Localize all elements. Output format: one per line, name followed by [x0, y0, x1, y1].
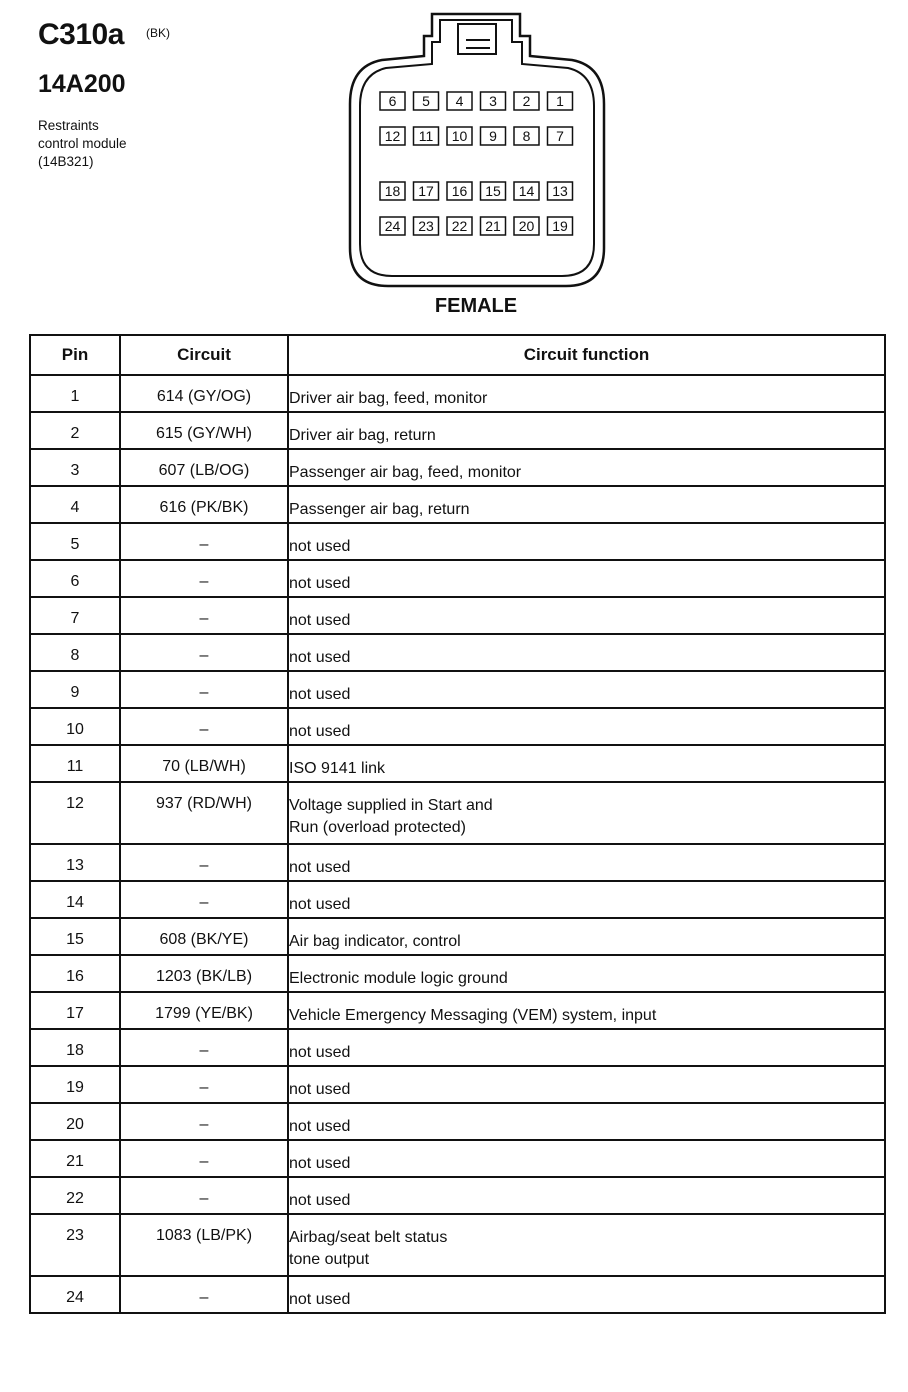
table-row	[30, 1103, 885, 1140]
circuit-id: –	[120, 881, 288, 918]
pin-number: 22	[30, 1177, 120, 1214]
circuit-id: 615 (GY/WH)	[120, 412, 288, 449]
module-description	[38, 117, 127, 171]
table-row	[30, 449, 885, 486]
circuit-id: 70 (LB/WH)	[120, 745, 288, 782]
circuit-id: 1799 (YE/BK)	[120, 992, 288, 1029]
circuit-id: –	[120, 1066, 288, 1103]
table-row	[30, 634, 885, 671]
circuit-function	[288, 918, 885, 955]
table-row	[30, 412, 885, 449]
circuit-function	[288, 1029, 885, 1066]
circuit-id: –	[120, 1029, 288, 1066]
table-row	[30, 992, 885, 1029]
function-line: Run (overload protected)	[289, 819, 466, 836]
connector-pin-cell	[414, 127, 439, 145]
connector-pin-cell	[514, 127, 539, 145]
description-line: (14B321)	[38, 154, 94, 169]
circuit-function	[288, 671, 885, 708]
circuit-function	[288, 412, 885, 449]
function-line: not used	[289, 896, 351, 913]
connector-pin-cell	[481, 182, 506, 200]
table-row	[30, 523, 885, 560]
pin-number: 2	[30, 412, 120, 449]
circuit-id: –	[120, 1103, 288, 1140]
part-number: 14A200	[38, 70, 126, 98]
pin-number: 21	[30, 1140, 120, 1177]
table-row	[30, 844, 885, 881]
connector-pin-label: 2	[522, 93, 531, 109]
table-row	[30, 671, 885, 708]
function-line: not used	[289, 1291, 351, 1308]
pin-number: 16	[30, 955, 120, 992]
connector-code: C310a	[38, 18, 124, 51]
pin-number: 18	[30, 1029, 120, 1066]
pin-number: 5	[30, 523, 120, 560]
pin-number: 15	[30, 918, 120, 955]
header-pin: Pin	[30, 335, 120, 375]
connector-pin-label: 15	[485, 183, 501, 199]
function-line: Driver air bag, feed, monitor	[289, 390, 488, 407]
circuit-function	[288, 881, 885, 918]
connector-pin-label: 14	[518, 183, 535, 199]
table-row	[30, 1276, 885, 1313]
function-line: not used	[289, 649, 351, 666]
function-line: not used	[289, 1155, 351, 1172]
circuit-id: 616 (PK/BK)	[120, 486, 288, 523]
connector-pin-cell	[414, 92, 439, 110]
function-line: not used	[289, 612, 351, 629]
circuit-id: –	[120, 671, 288, 708]
function-line: Passenger air bag, return	[289, 501, 470, 518]
circuit-id: –	[120, 523, 288, 560]
connector-pin-label: 6	[388, 93, 397, 109]
function-line: not used	[289, 538, 351, 555]
circuit-function	[288, 844, 885, 881]
circuit-id: –	[120, 560, 288, 597]
table-row	[30, 1140, 885, 1177]
table-row	[30, 1177, 885, 1214]
table-row	[30, 375, 885, 412]
circuit-function	[288, 560, 885, 597]
function-line: not used	[289, 1118, 351, 1135]
circuit-function	[288, 745, 885, 782]
function-line: Airbag/seat belt status	[289, 1229, 448, 1246]
connector-pin-cell	[380, 127, 405, 145]
connector-pin-cell	[481, 127, 506, 145]
pin-number: 10	[30, 708, 120, 745]
circuit-function	[288, 782, 885, 844]
function-line: not used	[289, 1081, 351, 1098]
connector-pin-cell	[548, 92, 573, 110]
connector-pin-label: 18	[384, 183, 401, 199]
connector-outline	[348, 12, 606, 288]
table-row	[30, 955, 885, 992]
connector-pin-label: 16	[451, 183, 468, 199]
connector-pin-cell	[481, 217, 506, 235]
circuit-function	[288, 634, 885, 671]
connector-gender: FEMALE	[434, 295, 518, 317]
connector-pin-label: 17	[418, 183, 434, 199]
connector-face-diagram	[348, 12, 606, 288]
pin-number: 13	[30, 844, 120, 881]
pin-table	[29, 334, 886, 1314]
circuit-function	[288, 486, 885, 523]
connector-pin-cell	[548, 182, 573, 200]
connector-pin-label: 24	[384, 218, 401, 234]
connector-pin-cell	[481, 92, 506, 110]
table-row	[30, 597, 885, 634]
circuit-id: 608 (BK/YE)	[120, 918, 288, 955]
circuit-function	[288, 449, 885, 486]
pin-number: 14	[30, 881, 120, 918]
header-circuit: Circuit	[120, 335, 288, 375]
circuit-id: 607 (LB/OG)	[120, 449, 288, 486]
table-row	[30, 1214, 885, 1276]
table-row	[30, 1066, 885, 1103]
function-line: Electronic module logic ground	[289, 970, 508, 987]
connector-pin-label: 13	[552, 183, 568, 199]
circuit-function	[288, 1066, 885, 1103]
pin-number: 7	[30, 597, 120, 634]
pin-number: 3	[30, 449, 120, 486]
table-row	[30, 560, 885, 597]
connector-pin-label: 7	[556, 128, 564, 144]
table-row	[30, 782, 885, 844]
circuit-id: 1083 (LB/PK)	[120, 1214, 288, 1276]
table-row	[30, 745, 885, 782]
pin-number: 4	[30, 486, 120, 523]
connector-pin-label: 10	[451, 128, 468, 144]
function-line: not used	[289, 1192, 351, 1209]
connector-pin-cell	[447, 127, 472, 145]
pin-number: 6	[30, 560, 120, 597]
connector-pin-cell	[380, 92, 405, 110]
function-line: Voltage supplied in Start and	[289, 797, 493, 814]
pin-number: 1	[30, 375, 120, 412]
connector-pin-cell	[414, 217, 439, 235]
connector-pin-label: 22	[451, 218, 468, 234]
function-line: not used	[289, 859, 351, 876]
connector-pin-label: 8	[522, 128, 531, 144]
pin-number: 9	[30, 671, 120, 708]
circuit-id: 614 (GY/OG)	[120, 375, 288, 412]
connector-pin-label: 11	[418, 128, 434, 144]
circuit-function	[288, 1214, 885, 1276]
circuit-id: –	[120, 1276, 288, 1313]
function-line: not used	[289, 686, 351, 703]
circuit-function	[288, 375, 885, 412]
function-line: Vehicle Emergency Messaging (VEM) system, input	[289, 1007, 657, 1024]
pin-number: 17	[30, 992, 120, 1029]
function-line: ISO 9141 link	[289, 760, 386, 777]
circuit-id: –	[120, 708, 288, 745]
pin-number: 20	[30, 1103, 120, 1140]
table-row	[30, 881, 885, 918]
connector-pin-label: 9	[489, 128, 497, 144]
connector-pin-cell	[514, 92, 539, 110]
circuit-function	[288, 1140, 885, 1177]
circuit-id: –	[120, 844, 288, 881]
circuit-id: –	[120, 634, 288, 671]
function-line: Air bag indicator, control	[289, 933, 461, 950]
connector-pin-cell	[447, 182, 472, 200]
connector-pin-cell	[447, 92, 472, 110]
circuit-id: 1203 (BK/LB)	[120, 955, 288, 992]
description-line: Restraints	[38, 118, 99, 133]
circuit-function	[288, 708, 885, 745]
connector-pin-label: 5	[422, 93, 430, 109]
connector-pin-label: 20	[518, 218, 535, 234]
circuit-id: –	[120, 597, 288, 634]
table-row	[30, 918, 885, 955]
table-row	[30, 1029, 885, 1066]
connector-pin-cell	[548, 127, 573, 145]
connector-color: (BK)	[146, 26, 170, 40]
pin-number: 19	[30, 1066, 120, 1103]
table-header-row	[30, 335, 885, 375]
connector-pin-cell	[514, 182, 539, 200]
pin-number: 23	[30, 1214, 120, 1276]
circuit-function	[288, 1103, 885, 1140]
function-line: Driver air bag, return	[289, 427, 436, 444]
pin-number: 11	[30, 745, 120, 782]
circuit-function	[288, 523, 885, 560]
circuit-function	[288, 992, 885, 1029]
connector-pin-cell	[548, 217, 573, 235]
circuit-id: –	[120, 1140, 288, 1177]
circuit-function	[288, 597, 885, 634]
function-line: tone output	[289, 1251, 370, 1268]
pin-number: 8	[30, 634, 120, 671]
connector-pin-label: 1	[556, 93, 564, 109]
circuit-id: 937 (RD/WH)	[120, 782, 288, 844]
function-line: not used	[289, 723, 351, 740]
table-row	[30, 708, 885, 745]
pin-number: 24	[30, 1276, 120, 1313]
connector-pin-label: 23	[418, 218, 434, 234]
description-line: control module	[38, 136, 127, 151]
pin-number: 12	[30, 782, 120, 844]
connector-pin-cell	[514, 217, 539, 235]
header-function: Circuit function	[288, 335, 885, 375]
function-line: not used	[289, 575, 351, 592]
function-line: not used	[289, 1044, 351, 1061]
circuit-function	[288, 1276, 885, 1313]
table-row	[30, 486, 885, 523]
connector-pin-label: 19	[552, 218, 568, 234]
connector-pin-cell	[447, 217, 472, 235]
connector-pin-cell	[380, 217, 405, 235]
connector-pin-label: 3	[489, 93, 497, 109]
connector-pin-label: 4	[455, 93, 464, 109]
circuit-id: –	[120, 1177, 288, 1214]
function-line: Passenger air bag, feed, monitor	[289, 464, 522, 481]
connector-pin-label: 21	[485, 218, 501, 234]
connector-pin-cell	[380, 182, 405, 200]
circuit-function	[288, 955, 885, 992]
circuit-function	[288, 1177, 885, 1214]
connector-pin-cell	[414, 182, 439, 200]
connector-pin-label: 12	[384, 128, 401, 144]
